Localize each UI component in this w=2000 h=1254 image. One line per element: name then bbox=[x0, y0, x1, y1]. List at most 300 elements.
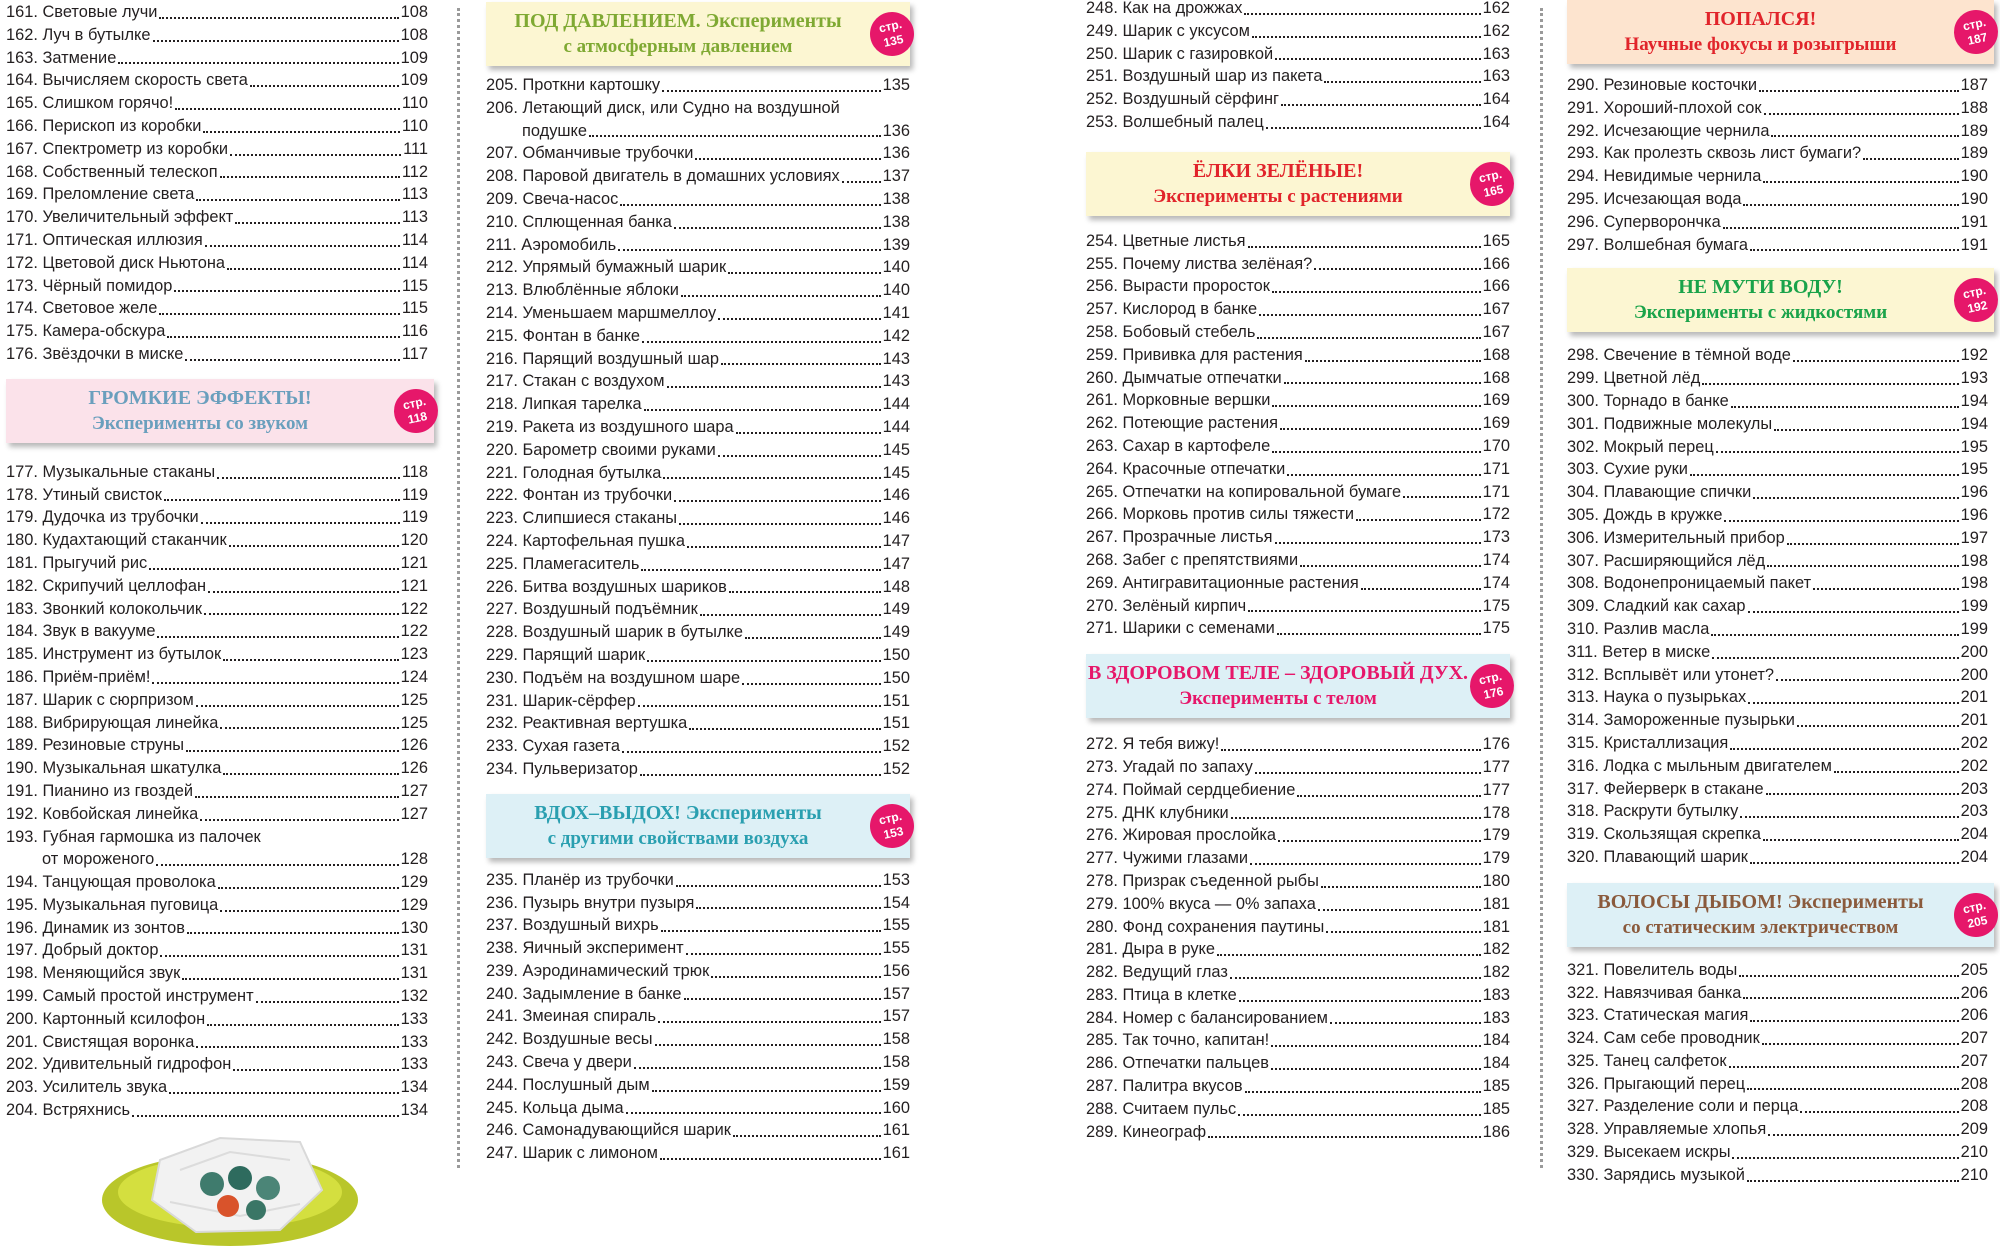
toc-column-4 bbox=[1567, 0, 1988, 1187]
toc-entry[interactable] bbox=[1086, 481, 1510, 504]
toc-entry[interactable] bbox=[486, 393, 910, 416]
toc-entry[interactable] bbox=[1567, 709, 1988, 732]
dot-leader bbox=[1800, 1111, 1958, 1113]
section-subtitle: с другими свойствами воздуха bbox=[547, 827, 809, 849]
entry-title: 182. Скрипучий целлофан bbox=[6, 576, 207, 595]
toc-entry[interactable] bbox=[6, 115, 428, 138]
toc-entry[interactable] bbox=[486, 690, 910, 713]
dot-leader bbox=[220, 727, 398, 729]
section-header-pressure bbox=[486, 2, 910, 66]
toc-entry[interactable] bbox=[486, 439, 910, 462]
entry-title: 290. Резиновые косточки bbox=[1567, 76, 1758, 94]
dot-leader bbox=[684, 998, 881, 1000]
section-title: ВОЛОСЫ ДЫБОМ! Эксперименты bbox=[1597, 890, 1924, 913]
entry-title: 262. Потеющие растения bbox=[1086, 414, 1278, 433]
toc-entry[interactable] bbox=[1086, 503, 1510, 526]
dot-leader bbox=[132, 1115, 399, 1117]
toc-entry[interactable] bbox=[1086, 756, 1510, 779]
toc-entry[interactable] bbox=[6, 343, 428, 366]
toc-entry[interactable] bbox=[1567, 846, 1988, 869]
toc-entry[interactable] bbox=[1567, 982, 1988, 1005]
toc-entry[interactable] bbox=[1086, 595, 1510, 618]
dot-leader bbox=[149, 568, 398, 570]
toc-entry[interactable] bbox=[1086, 111, 1510, 134]
toc-entry[interactable] bbox=[486, 983, 910, 1006]
toc-entry[interactable] bbox=[486, 869, 910, 892]
toc-entry[interactable] bbox=[1567, 664, 1988, 687]
entry-page: 108 bbox=[400, 3, 428, 21]
toc-entry[interactable] bbox=[486, 165, 910, 188]
toc-entry[interactable] bbox=[1567, 572, 1988, 595]
entry-title: 238. Яичный эксперимент bbox=[486, 939, 684, 958]
toc-entry[interactable] bbox=[1086, 88, 1510, 111]
toc-entry[interactable] bbox=[1567, 527, 1988, 550]
toc-entry[interactable] bbox=[486, 576, 910, 599]
toc-entry[interactable] bbox=[6, 803, 428, 826]
dot-leader bbox=[1221, 749, 1480, 751]
toc-entry[interactable] bbox=[486, 370, 910, 393]
entry-page: 162 bbox=[1482, 0, 1510, 17]
dot-leader bbox=[1750, 862, 1959, 864]
dot-leader bbox=[733, 1135, 881, 1137]
toc-entry[interactable] bbox=[1086, 802, 1510, 825]
dot-leader bbox=[1275, 542, 1481, 544]
entry-page: 157 bbox=[882, 984, 910, 1003]
entry-page: 169 bbox=[1482, 391, 1510, 410]
dot-leader bbox=[233, 1069, 398, 1071]
toc-entry[interactable] bbox=[1567, 436, 1988, 459]
toc-entry[interactable] bbox=[486, 97, 910, 143]
entry-page: 183 bbox=[1482, 1008, 1510, 1027]
dot-leader bbox=[1797, 725, 1959, 727]
entry-page: 137 bbox=[882, 167, 910, 186]
toc-entry[interactable] bbox=[6, 734, 428, 757]
toc-entry[interactable] bbox=[486, 960, 910, 983]
toc-entry[interactable] bbox=[486, 598, 910, 621]
dot-leader bbox=[728, 272, 880, 274]
entry-page: 161 bbox=[882, 1144, 910, 1163]
entry-page: 140 bbox=[882, 258, 910, 277]
toc-entry[interactable] bbox=[1567, 686, 1988, 709]
toc-entry[interactable] bbox=[1086, 65, 1510, 88]
toc-entry[interactable] bbox=[1086, 1007, 1510, 1030]
entry-title: 268. Забег с препятствиями bbox=[1086, 550, 1299, 569]
toc-entry[interactable] bbox=[486, 667, 910, 690]
toc-entry[interactable] bbox=[1086, 824, 1510, 847]
toc-entry[interactable] bbox=[486, 644, 910, 667]
toc-entry[interactable] bbox=[6, 1076, 428, 1099]
section-header-sound bbox=[6, 379, 434, 443]
toc-entry[interactable] bbox=[486, 1005, 910, 1028]
toc-entry[interactable] bbox=[1086, 435, 1510, 458]
dot-leader bbox=[185, 359, 399, 361]
entry-title: 323. Статическая магия bbox=[1567, 1006, 1749, 1025]
entry-list bbox=[1567, 947, 1988, 1187]
entry-list bbox=[486, 858, 910, 1165]
toc-entry[interactable] bbox=[1086, 916, 1510, 939]
toc-entry[interactable] bbox=[1567, 1027, 1988, 1050]
toc-entry[interactable] bbox=[6, 780, 428, 803]
dot-leader bbox=[674, 227, 881, 229]
dot-leader bbox=[1762, 1043, 1959, 1045]
toc-entry[interactable] bbox=[1086, 938, 1510, 961]
entry-page: 202 bbox=[1960, 756, 1988, 775]
toc-entry[interactable] bbox=[486, 914, 910, 937]
entry-page: 156 bbox=[882, 961, 910, 980]
toc-entry[interactable] bbox=[1567, 234, 1988, 257]
entry-title: 289. Кинеограф bbox=[1086, 1122, 1207, 1141]
toc-entry[interactable] bbox=[1567, 458, 1988, 481]
entry-title: 266. Морковь против силы тяжести bbox=[1086, 505, 1355, 524]
toc-entry[interactable] bbox=[1567, 1095, 1988, 1118]
dot-leader bbox=[661, 930, 881, 932]
toc-entry[interactable] bbox=[1086, 298, 1510, 321]
section-header-air bbox=[486, 794, 910, 858]
toc-entry[interactable] bbox=[6, 620, 428, 643]
toc-entry[interactable] bbox=[6, 1008, 428, 1031]
toc-entry[interactable] bbox=[1086, 43, 1510, 66]
toc-entry[interactable] bbox=[1086, 779, 1510, 802]
entry-page: 116 bbox=[401, 322, 428, 341]
toc-column-3 bbox=[1086, 0, 1510, 1143]
toc-entry[interactable] bbox=[1567, 1164, 1988, 1187]
section-subtitle: с атмосферным давлением bbox=[563, 36, 793, 57]
toc-entry[interactable] bbox=[6, 917, 428, 940]
toc-entry[interactable] bbox=[486, 892, 910, 915]
dot-leader bbox=[1271, 1068, 1481, 1070]
toc-entry[interactable] bbox=[6, 712, 428, 735]
toc-entry[interactable] bbox=[1567, 1118, 1988, 1141]
dot-leader bbox=[667, 386, 881, 388]
toc-entry[interactable] bbox=[1086, 275, 1510, 298]
entry-title: 264. Красочные отпечатки bbox=[1086, 459, 1286, 478]
toc-entry[interactable] bbox=[6, 275, 428, 298]
entry-title: 298. Свечение в тёмной воде bbox=[1567, 346, 1791, 365]
toc-entry[interactable] bbox=[1567, 97, 1988, 120]
toc-entry[interactable] bbox=[6, 229, 428, 252]
dot-leader bbox=[663, 477, 880, 479]
toc-entry[interactable] bbox=[1086, 733, 1510, 756]
toc-entry[interactable] bbox=[6, 183, 428, 206]
toc-entry[interactable] bbox=[6, 598, 428, 621]
dot-leader bbox=[1245, 1091, 1481, 1093]
toc-entry[interactable] bbox=[1086, 230, 1510, 253]
dot-leader bbox=[1271, 1045, 1480, 1047]
entry-title: 175. Камера-обскура bbox=[6, 322, 166, 341]
dot-leader bbox=[201, 522, 400, 524]
entry-page: 115 bbox=[401, 276, 428, 295]
dot-leader bbox=[152, 682, 398, 684]
entry-title: 211. Аэромобиль bbox=[486, 235, 617, 254]
toc-entry[interactable] bbox=[1086, 1121, 1510, 1144]
toc-entry[interactable] bbox=[1086, 412, 1510, 435]
toc-entry[interactable] bbox=[486, 758, 910, 781]
entry-title: 237. Воздушный вихрь bbox=[486, 916, 659, 935]
toc-entry[interactable] bbox=[486, 74, 910, 97]
toc-entry[interactable] bbox=[1086, 549, 1510, 572]
toc-entry[interactable] bbox=[486, 211, 910, 234]
toc-entry[interactable] bbox=[1086, 870, 1510, 893]
entry-list bbox=[1086, 0, 1510, 134]
toc-entry[interactable] bbox=[6, 689, 428, 712]
toc-entry[interactable] bbox=[486, 279, 910, 302]
toc-entry[interactable] bbox=[1086, 847, 1510, 870]
toc-entry[interactable] bbox=[486, 302, 910, 325]
toc-entry[interactable] bbox=[6, 1053, 428, 1076]
toc-entry[interactable] bbox=[1086, 1052, 1510, 1075]
entry-page: 200 bbox=[1960, 665, 1988, 684]
toc-entry[interactable] bbox=[1567, 390, 1988, 413]
toc-entry[interactable] bbox=[6, 985, 428, 1008]
toc-entry[interactable] bbox=[486, 1028, 910, 1051]
toc-entry[interactable] bbox=[486, 553, 910, 576]
entry-title: 326. Прыгающий перец bbox=[1567, 1074, 1746, 1093]
toc-entry[interactable] bbox=[1567, 481, 1988, 504]
entry-title: 280. Фонд сохранения паутины bbox=[1086, 917, 1325, 936]
entry-title: 324. Сам себе проводник bbox=[1567, 1029, 1760, 1048]
entry-page: 153 bbox=[882, 870, 910, 889]
toc-entry[interactable] bbox=[6, 575, 428, 598]
page-badge-number: 153 bbox=[882, 823, 905, 842]
toc-entry[interactable] bbox=[486, 735, 910, 758]
dot-leader bbox=[1863, 158, 1959, 160]
toc-entry[interactable] bbox=[6, 643, 428, 666]
entry-page: 177 bbox=[1482, 757, 1510, 776]
section-title: ЁЛКИ ЗЕЛЁНЫЕ! bbox=[1192, 159, 1364, 182]
toc-entry[interactable] bbox=[1567, 74, 1988, 97]
toc-entry[interactable] bbox=[6, 939, 428, 962]
toc-entry[interactable] bbox=[1086, 344, 1510, 367]
toc-entry[interactable] bbox=[486, 621, 910, 644]
toc-entry[interactable] bbox=[6, 206, 428, 229]
toc-entry[interactable] bbox=[6, 461, 428, 484]
entry-title: 185. Инструмент из бутылок bbox=[6, 645, 222, 664]
toc-entry[interactable] bbox=[1567, 142, 1988, 165]
entry-page: 126 bbox=[400, 759, 428, 778]
toc-entry[interactable] bbox=[6, 484, 428, 507]
toc-entry[interactable] bbox=[1086, 961, 1510, 984]
toc-entry[interactable] bbox=[486, 507, 910, 530]
entry-page: 195 bbox=[1960, 460, 1988, 479]
toc-entry[interactable] bbox=[1567, 959, 1988, 982]
toc-entry[interactable] bbox=[1086, 458, 1510, 481]
toc-entry[interactable] bbox=[1567, 1050, 1988, 1073]
entry-page: 185 bbox=[1482, 1077, 1510, 1096]
entry-title: 203. Усилитель звука bbox=[6, 1078, 168, 1097]
entry-page: 141 bbox=[882, 303, 910, 322]
section-subtitle: Эксперименты с растениями bbox=[1153, 185, 1403, 207]
entry-page: 136 bbox=[882, 144, 910, 163]
page-badge bbox=[866, 800, 918, 852]
dot-leader bbox=[1238, 1114, 1480, 1116]
dot-leader bbox=[1287, 474, 1480, 476]
entry-title: 241. Змеиная спираль bbox=[486, 1007, 657, 1026]
entry-title: 166. Перископ из коробки bbox=[6, 116, 202, 135]
toc-entry[interactable] bbox=[1086, 984, 1510, 1007]
entry-title: 235. Планёр из трубочки bbox=[486, 870, 674, 889]
entry-page: 204 bbox=[1960, 847, 1988, 866]
toc-entry[interactable] bbox=[6, 1031, 428, 1054]
entry-title: 274. Поймай сердцебиение bbox=[1086, 780, 1296, 799]
toc-entry[interactable] bbox=[486, 462, 910, 485]
toc-entry[interactable] bbox=[486, 1142, 910, 1165]
entry-page: 133 bbox=[400, 1009, 428, 1028]
entry-page: 164 bbox=[1482, 112, 1510, 131]
toc-entry[interactable] bbox=[1567, 344, 1988, 367]
toc-entry[interactable] bbox=[1567, 367, 1988, 390]
toc-entry[interactable] bbox=[1567, 1073, 1988, 1096]
entry-title: 254. Цветные листья bbox=[1086, 231, 1246, 250]
entry-title: 259. Прививка для растения bbox=[1086, 345, 1303, 364]
entry-page: 180 bbox=[1482, 871, 1510, 890]
toc-entry[interactable] bbox=[6, 826, 428, 872]
toc-entry[interactable] bbox=[1567, 120, 1988, 143]
toc-entry[interactable] bbox=[1567, 595, 1988, 618]
toc-entry[interactable] bbox=[486, 325, 910, 348]
toc-entry[interactable] bbox=[1567, 732, 1988, 755]
toc-entry[interactable] bbox=[486, 1051, 910, 1074]
toc-entry[interactable] bbox=[6, 1, 428, 24]
entry-page: 158 bbox=[882, 1053, 910, 1072]
toc-entry[interactable] bbox=[486, 142, 910, 165]
toc-entry[interactable] bbox=[486, 256, 910, 279]
toc-entry[interactable] bbox=[1567, 165, 1988, 188]
toc-entry[interactable] bbox=[1567, 550, 1988, 573]
entry-page: 168 bbox=[1482, 368, 1510, 387]
entry-title: 176. Звёздочки в миске bbox=[6, 344, 184, 363]
dot-leader bbox=[681, 295, 881, 297]
toc-entry[interactable] bbox=[1086, 526, 1510, 549]
entry-page: 175 bbox=[1482, 596, 1510, 615]
dot-leader bbox=[1776, 679, 1959, 681]
toc-entry[interactable] bbox=[486, 1119, 910, 1142]
dot-leader bbox=[164, 499, 400, 501]
dot-leader bbox=[660, 1158, 881, 1160]
toc-entry[interactable] bbox=[486, 348, 910, 371]
toc-entry[interactable] bbox=[1567, 823, 1988, 846]
toc-entry[interactable] bbox=[1567, 618, 1988, 641]
toc-entry[interactable] bbox=[486, 484, 910, 507]
toc-entry[interactable] bbox=[1086, 253, 1510, 276]
dot-leader bbox=[1767, 565, 1958, 567]
toc-entry[interactable] bbox=[1086, 617, 1510, 640]
entry-title: 228. Воздушный шарик в бутылке bbox=[486, 623, 743, 642]
toc-entry[interactable] bbox=[1086, 0, 1510, 20]
entry-title: 174. Световое желе bbox=[6, 299, 158, 318]
entry-page: 181 bbox=[1482, 894, 1510, 913]
toc-entry[interactable] bbox=[486, 1074, 910, 1097]
toc-entry[interactable] bbox=[1086, 1075, 1510, 1098]
toc-entry[interactable] bbox=[1567, 1004, 1988, 1027]
dot-leader bbox=[1321, 886, 1481, 888]
section-header-body bbox=[1086, 654, 1510, 718]
toc-entry[interactable] bbox=[6, 47, 428, 70]
toc-entry[interactable] bbox=[486, 530, 910, 553]
toc-entry[interactable] bbox=[6, 161, 428, 184]
dot-leader bbox=[686, 953, 881, 955]
toc-entry[interactable] bbox=[6, 252, 428, 275]
toc-entry[interactable] bbox=[6, 92, 428, 115]
toc-entry[interactable] bbox=[486, 234, 910, 257]
toc-entry[interactable] bbox=[1086, 367, 1510, 390]
toc-entry[interactable] bbox=[1567, 641, 1988, 664]
toc-entry[interactable] bbox=[1086, 1029, 1510, 1052]
toc-entry[interactable] bbox=[1567, 413, 1988, 436]
toc-entry[interactable] bbox=[6, 962, 428, 985]
entry-page: 182 bbox=[1482, 963, 1510, 982]
toc-entry[interactable] bbox=[486, 1097, 910, 1120]
entry-page: 204 bbox=[1960, 825, 1988, 844]
dot-leader bbox=[1730, 748, 1958, 750]
dot-leader bbox=[700, 614, 881, 616]
toc-entry[interactable] bbox=[6, 666, 428, 689]
dot-leader bbox=[187, 932, 399, 934]
entry-page: 114 bbox=[401, 230, 428, 249]
toc-entry[interactable] bbox=[6, 69, 428, 92]
entry-page: 114 bbox=[401, 253, 428, 272]
toc-entry[interactable] bbox=[6, 529, 428, 552]
toc-entry[interactable] bbox=[1086, 321, 1510, 344]
toc-entry[interactable] bbox=[1567, 800, 1988, 823]
dot-leader bbox=[118, 62, 398, 64]
entry-title: 308. Водонепроницаемый пакет bbox=[1567, 574, 1812, 593]
toc-entry[interactable] bbox=[6, 297, 428, 320]
dot-leader bbox=[167, 336, 400, 338]
entry-title: 276. Жировая прослойка bbox=[1086, 826, 1277, 845]
dot-leader bbox=[207, 1024, 399, 1026]
page-badge-number: 192 bbox=[1966, 298, 1989, 317]
entry-title: 252. Воздушный сёрфинг bbox=[1086, 90, 1280, 109]
toc-entry[interactable] bbox=[1567, 211, 1988, 234]
toc-entry[interactable] bbox=[6, 24, 428, 47]
toc-entry[interactable] bbox=[1567, 504, 1988, 527]
toc-entry[interactable] bbox=[6, 320, 428, 343]
toc-entry[interactable] bbox=[486, 188, 910, 211]
entry-page: 205 bbox=[1960, 960, 1988, 979]
dot-leader bbox=[1750, 1020, 1958, 1022]
toc-entry[interactable] bbox=[1086, 893, 1510, 916]
toc-entry[interactable] bbox=[6, 552, 428, 575]
toc-entry[interactable] bbox=[1086, 572, 1510, 595]
toc-entry[interactable] bbox=[1086, 389, 1510, 412]
toc-entry[interactable] bbox=[6, 506, 428, 529]
toc-entry[interactable] bbox=[486, 937, 910, 960]
entry-page: 203 bbox=[1960, 779, 1988, 798]
toc-entry[interactable] bbox=[1567, 188, 1988, 211]
toc-entry[interactable] bbox=[6, 138, 428, 161]
entry-title: 208. Паровой двигатель в домашних условиях bbox=[486, 167, 840, 186]
toc-entry[interactable] bbox=[1086, 1098, 1510, 1121]
entry-title: 305. Дождь в кружке bbox=[1567, 505, 1723, 524]
dot-leader bbox=[196, 1046, 398, 1048]
entry-page: 139 bbox=[882, 235, 910, 254]
toc-entry[interactable] bbox=[1086, 20, 1510, 43]
toc-entry[interactable] bbox=[1567, 755, 1988, 778]
toc-entry[interactable] bbox=[486, 712, 910, 735]
entry-title: 282. Ведущий глаз bbox=[1086, 963, 1228, 982]
toc-entry[interactable] bbox=[6, 894, 428, 917]
toc-entry[interactable] bbox=[6, 1099, 428, 1122]
toc-entry[interactable] bbox=[486, 416, 910, 439]
toc-entry[interactable] bbox=[6, 757, 428, 780]
entry-page: 122 bbox=[400, 599, 428, 618]
entry-page: 191 bbox=[1960, 212, 1988, 231]
page-badge-number: 205 bbox=[1966, 912, 1989, 931]
toc-entry[interactable] bbox=[6, 871, 428, 894]
toc-entry[interactable] bbox=[1567, 778, 1988, 801]
dot-leader bbox=[1747, 1180, 1959, 1182]
toc-entry[interactable] bbox=[1567, 1141, 1988, 1164]
